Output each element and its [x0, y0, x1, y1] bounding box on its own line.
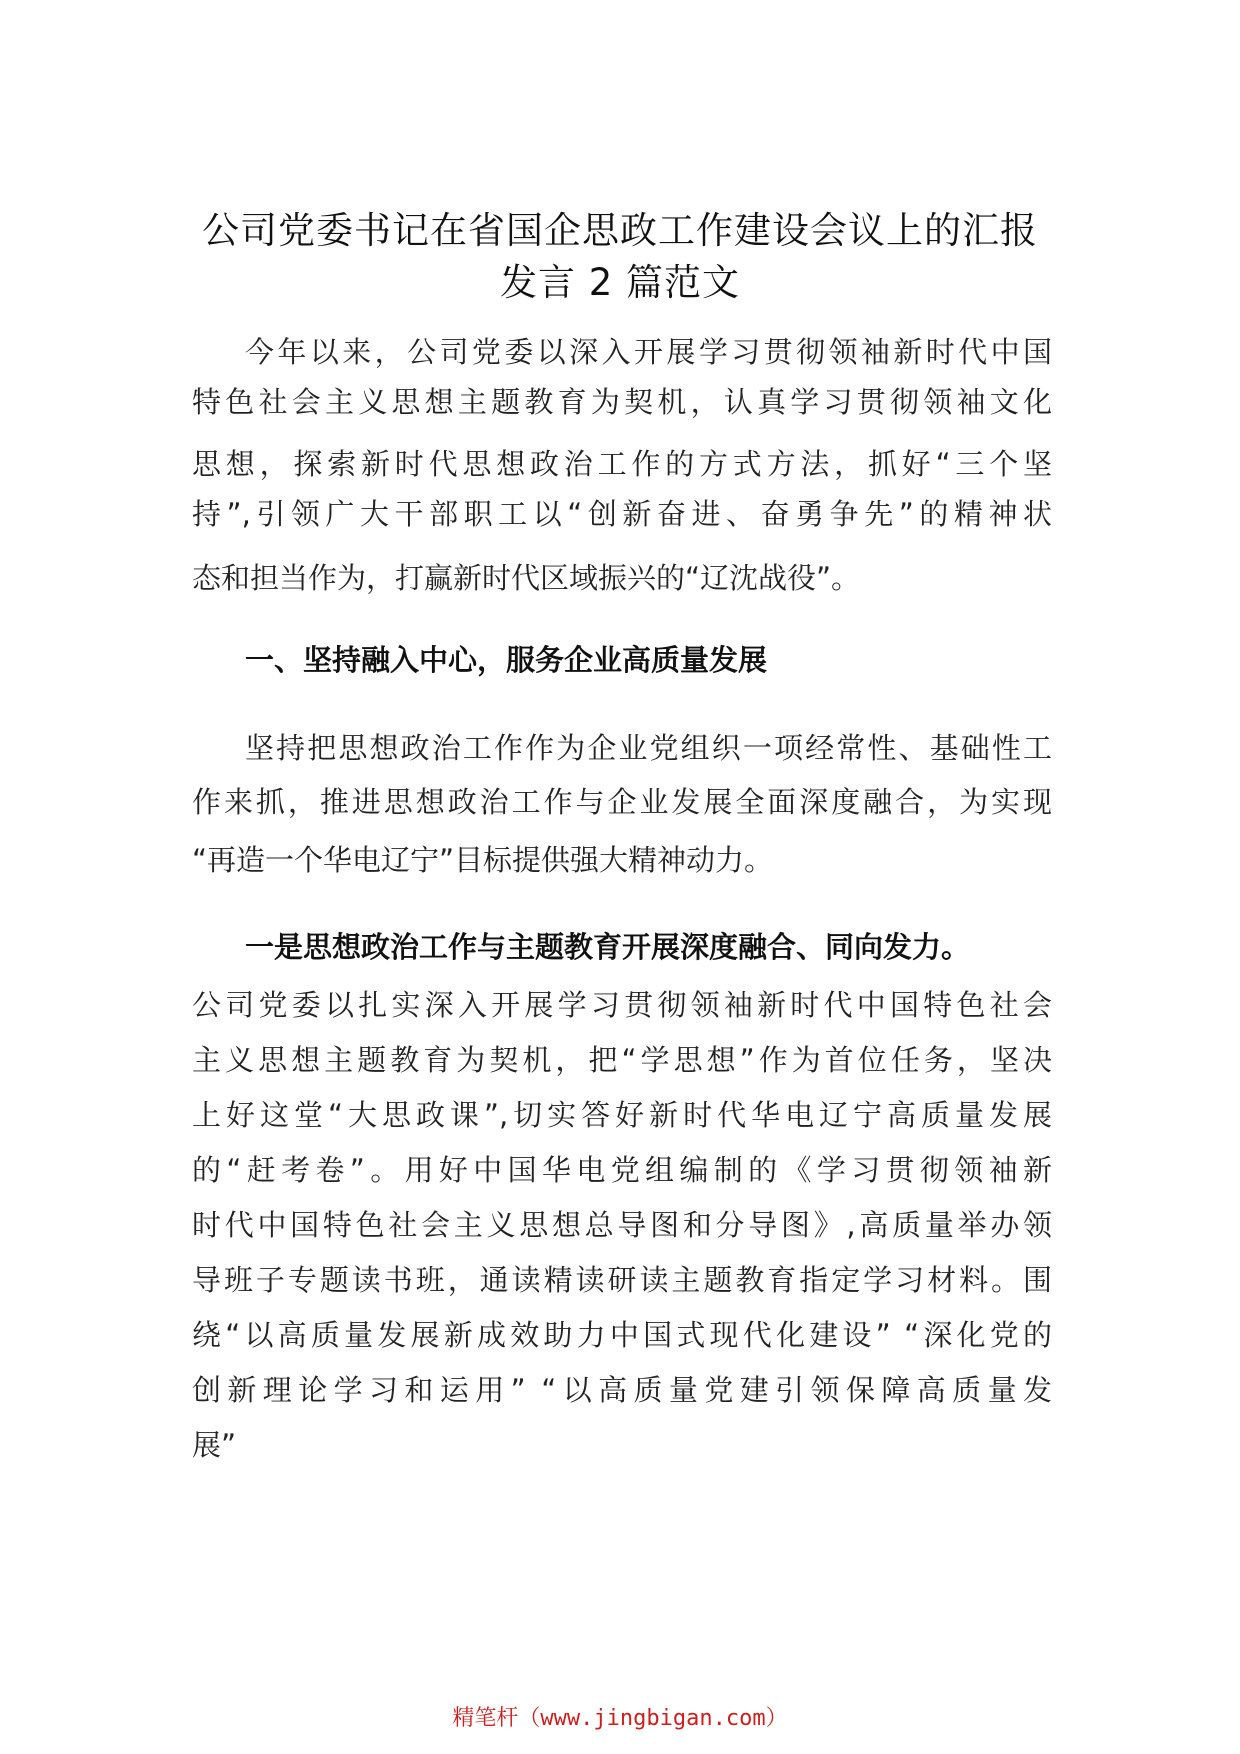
subsection-1-line-1: 公司党委以扎实深入开展学习贯彻领袖新时代中国特色社会: [192, 988, 1052, 1022]
document-title-line-2: 发言 2 篇范文: [499, 261, 741, 304]
subsection-1-line-2: 主义思想主题教育为契机，把“学思想”作为首位任务，坚决: [192, 1043, 1052, 1077]
section-1-line-2: 作来抓，推进思想政治工作与企业发展全面深度融合，为实现: [192, 785, 1052, 819]
footer-watermark: 精笔杆（www.jingbigan.com）: [452, 1706, 788, 1731]
subsection-1-line-6: 导班子专题读书班，通读精读研读主题教育指定学习材料。围: [192, 1263, 1052, 1297]
intro-line-2: 特色社会主义思想主题教育为契机，认真学习贯彻领袖文化: [192, 385, 1052, 419]
subsection-1-line-8: 创新理论学习和运用” “以高质量党建引领保障高质量发: [192, 1373, 1052, 1407]
document-title-line-1: 公司党委书记在省国企思政工作建设会议上的汇报: [202, 209, 1038, 252]
subsection-1-heading: 一是思想政治工作与主题教育开展深度融合、同向发力。: [245, 930, 971, 964]
intro-line-4: 持”,引领广大干部职工以“创新奋进、奋勇争先”的精神状: [192, 497, 1052, 531]
intro-line-5: 态和担当作为，打赢新时代区域振兴的“辽沈战役”。: [192, 561, 861, 595]
section-1-heading: 一、坚持融入中心，服务企业高质量发展: [245, 643, 768, 677]
section-1-line-1: 坚持把思想政治工作作为企业党组织一项经常性、基础性工: [245, 731, 1052, 765]
subsection-1-line-9: 展”: [192, 1428, 237, 1462]
subsection-1-line-4: 的“赶考卷”。用好中国华电党组编制的《学习贯彻领袖新: [192, 1153, 1052, 1187]
section-1-line-3: “再造一个华电辽宁”目标提供强大精神动力。: [192, 843, 774, 877]
intro-line-3: 思想，探索新时代思想政治工作的方式方法，抓好“三个坚: [192, 447, 1052, 481]
subsection-1-line-7: 绕“以高质量发展新成效助力中国式现代化建设” “深化党的: [192, 1318, 1052, 1352]
intro-line-1: 今年以来，公司党委以深入开展学习贯彻领袖新时代中国: [245, 335, 1052, 369]
subsection-1-line-5: 时代中国特色社会主义思想总导图和分导图》,高质量举办领: [192, 1208, 1052, 1242]
subsection-1-line-3: 上好这堂“大思政课”,切实答好新时代华电辽宁高质量发展: [192, 1098, 1052, 1132]
